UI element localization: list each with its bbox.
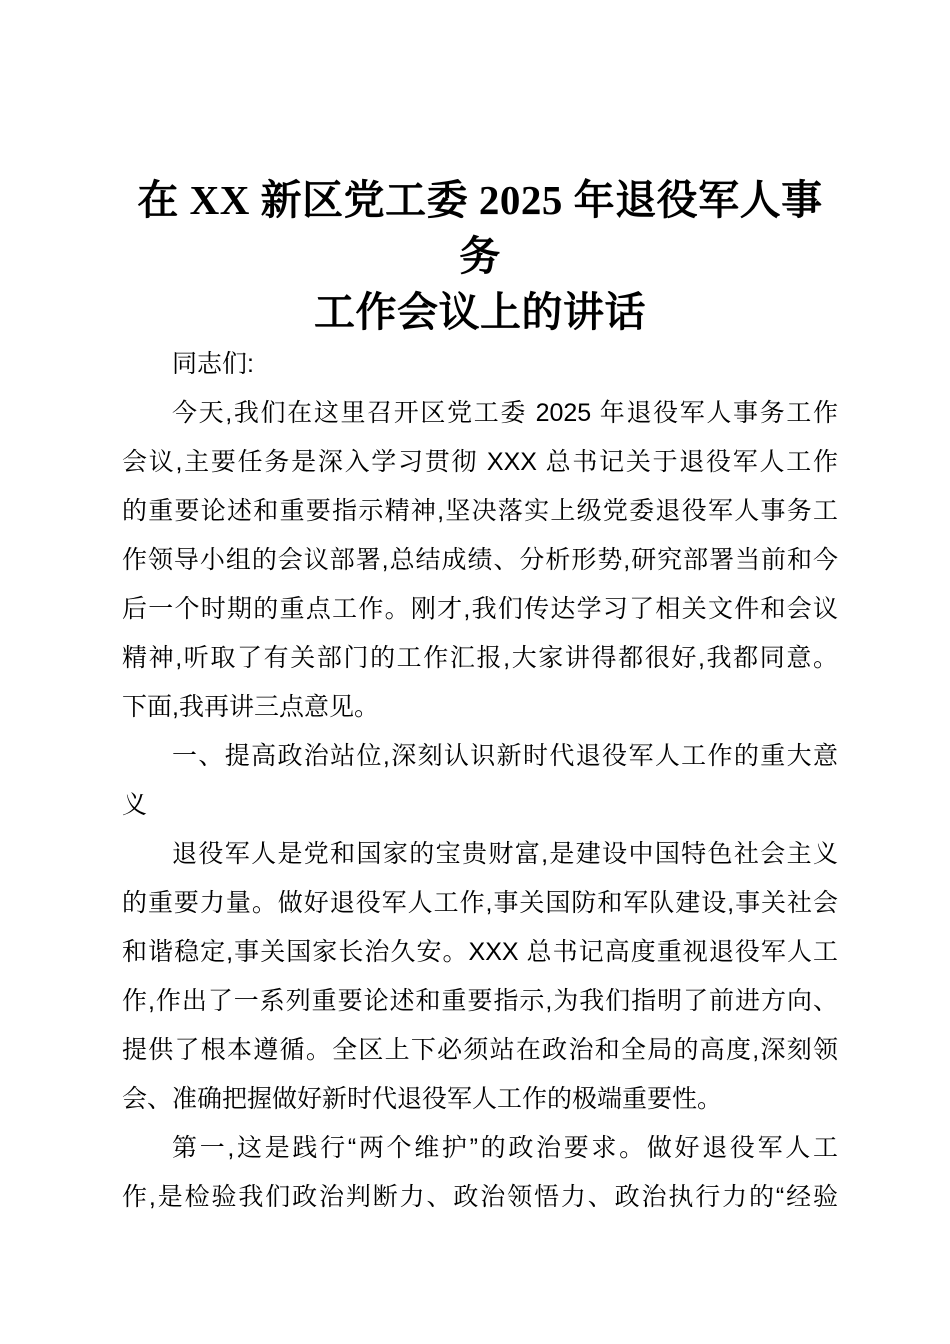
text-line: 后一个时期的重点工作。刚才,我们传达学习了相关文件和会议	[122, 595, 838, 623]
text-line: 的重要论述和重要指示精神,坚决落实上级党委退役军人事务工	[122, 497, 838, 525]
document-body	[122, 340, 838, 1222]
title-line: 在 XX 新区党工委 2025 年退役军人事务	[137, 177, 823, 279]
text-line: 和谐稳定,事关国家长治久安。XXX 总书记高度重视退役军人工	[122, 938, 838, 966]
text-line: 下面,我再讲三点意见。	[122, 693, 379, 721]
body-paragraph	[122, 340, 838, 389]
text-line: 今天,我们在这里召开区党工委 2025 年退役军人事务工作	[172, 399, 838, 427]
text-line: 同志们:	[172, 350, 254, 378]
document-title	[122, 172, 838, 340]
text-line: 精神,听取了有关部门的工作汇报,大家讲得都很好,我都同意。	[122, 644, 838, 672]
text-line: 第一,这是践行“两个维护”的政治要求。做好退役军人工	[172, 1134, 838, 1162]
section-heading	[122, 732, 838, 830]
text-line: 作,是检验我们政治判断力、政治领悟力、政治执行力的“经验	[122, 1183, 838, 1211]
body-paragraph	[122, 830, 838, 1124]
body-paragraph	[122, 389, 838, 732]
text-line: 义	[122, 791, 148, 819]
text-line: 一、提高政治站位,深刻认识新时代退役军人工作的重大意	[172, 742, 838, 770]
text-line: 作,作出了一系列重要论述和重要指示,为我们指明了前进方向、	[122, 987, 838, 1015]
text-line: 提供了根本遵循。全区上下必须站在政治和全局的高度,深刻领	[122, 1036, 838, 1064]
text-line: 会、准确把握做好新时代退役军人工作的极端重要性。	[122, 1085, 723, 1113]
text-line: 作领导小组的会议部署,总结成绩、分析形势,研究部署当前和今	[122, 546, 838, 574]
title-line: 工作会议上的讲话	[314, 289, 646, 335]
text-line: 退役军人是党和国家的宝贵财富,是建设中国特色社会主义	[172, 840, 838, 868]
text-line: 的重要力量。做好退役军人工作,事关国防和军队建设,事关社会	[122, 889, 838, 917]
text-line: 会议,主要任务是深入学习贯彻 XXX 总书记关于退役军人工作	[122, 448, 838, 476]
body-paragraph	[122, 1124, 838, 1222]
